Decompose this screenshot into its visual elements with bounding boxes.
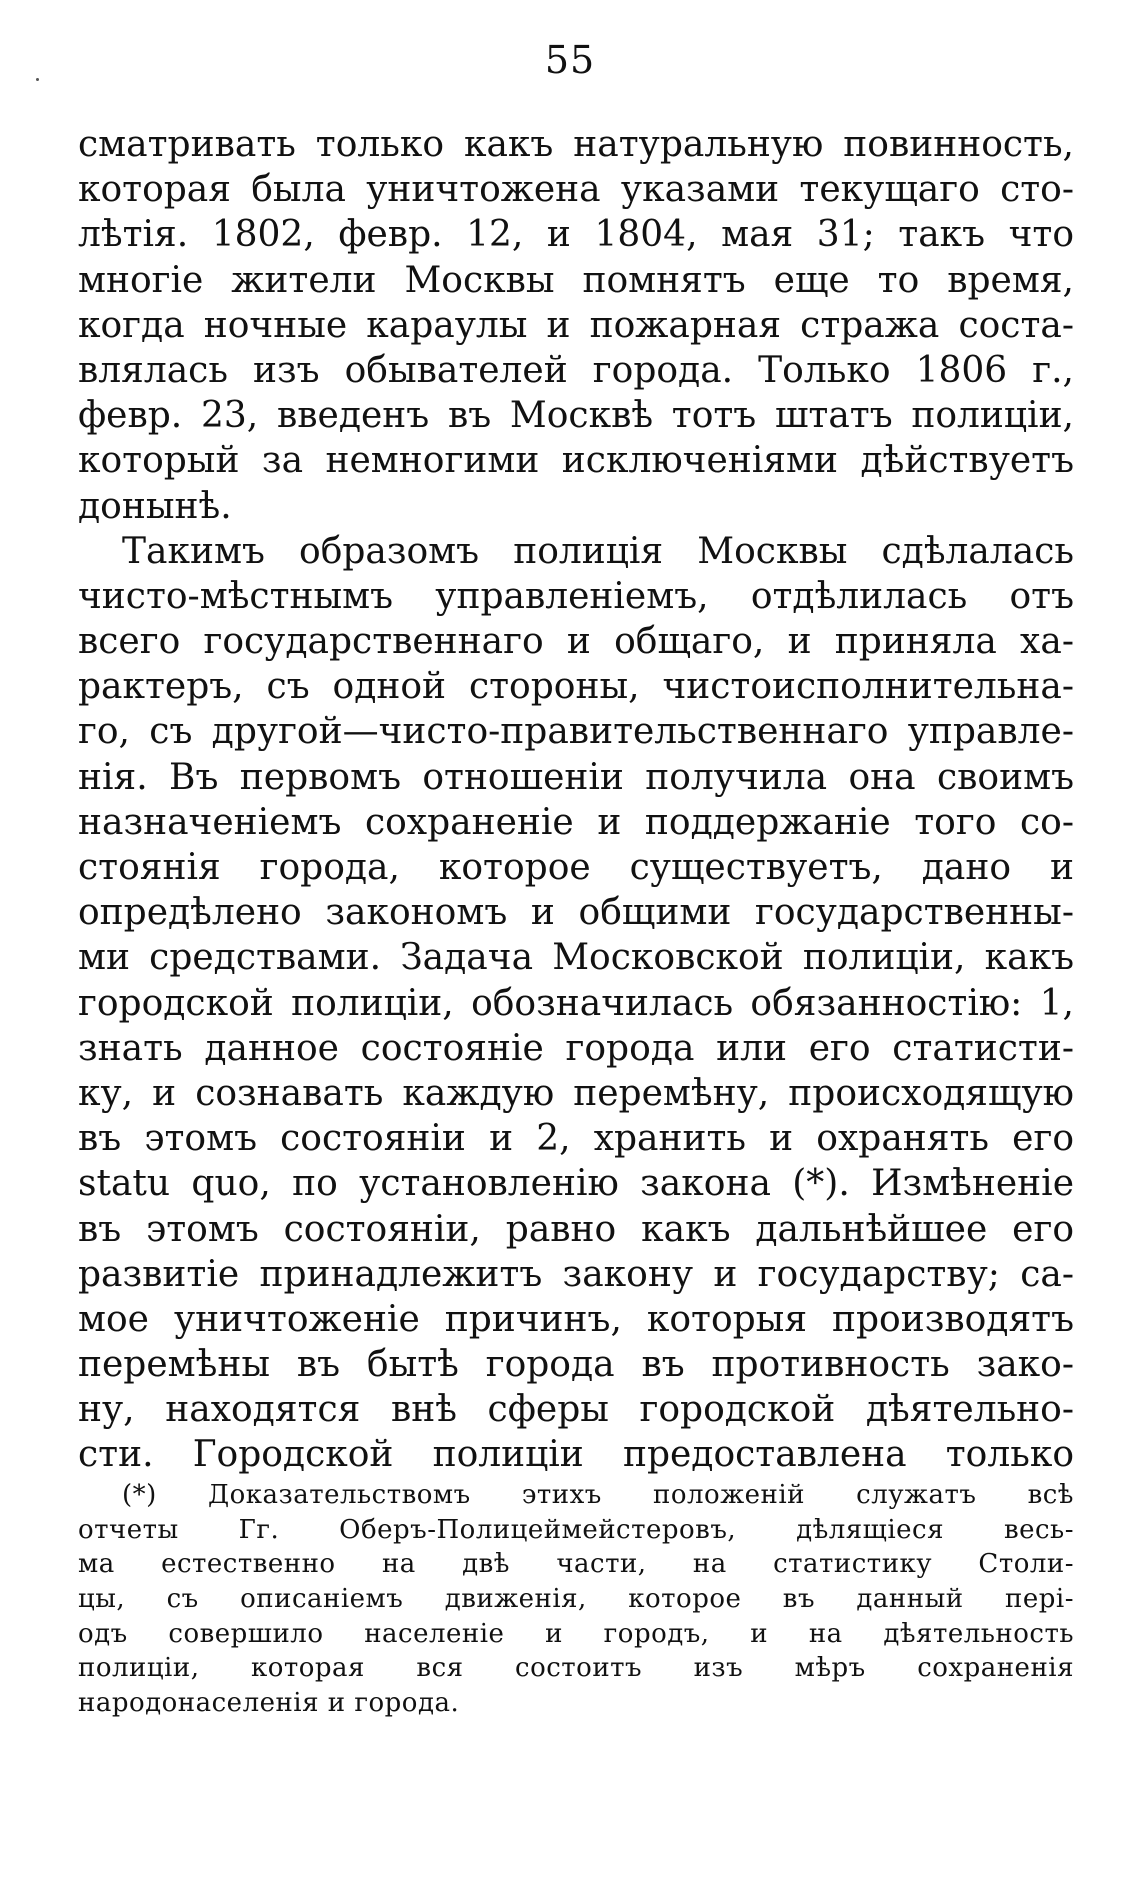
text-line: ну, находятся внѣ сферы городской дѣятельно- xyxy=(78,1389,1074,1431)
body-text xyxy=(78,122,1074,1478)
text-line: въ этомъ состояніи и 2, хранить и охранять его xyxy=(78,1118,1074,1160)
text-line: донынѣ. xyxy=(78,485,232,527)
text-line: всего государственнаго и общаго, и приняла ха- xyxy=(78,621,1074,663)
text-line: когда ночные караулы и пожарная стража соста- xyxy=(78,304,1074,346)
text-line: нія. Въ первомъ отношеніи получила она своимъ xyxy=(78,756,1074,798)
text-line: сти. Городской полиціи предоставлена только xyxy=(78,1434,1074,1476)
page-number: 55 xyxy=(544,38,596,82)
text-line: го, съ другой—чисто-правительственнаго управле- xyxy=(78,711,1074,753)
footnote xyxy=(78,1478,1074,1721)
paragraph-start-line: Такимъ образомъ полиція Москвы сдѣлалась xyxy=(122,530,1074,572)
text-line: развитіе принадлежитъ закону и государству; са- xyxy=(78,1253,1074,1295)
text-line: ку, и сознавать каждую перемѣну, происходящую xyxy=(78,1072,1074,1114)
text-line: которая была уничтожена указами текущаго сто- xyxy=(78,169,1074,211)
footnote-line: народонаселенія и города. xyxy=(78,1688,460,1719)
margin-speck xyxy=(36,78,39,81)
text-line: чисто-мѣстнымъ управленіемъ, отдѣлилась отъ xyxy=(78,575,1074,617)
text-line: который за немногими исключеніями дѣйствуетъ xyxy=(78,440,1074,482)
footnote-line: (*) Доказательствомъ этихъ положеній служатъ всѣ xyxy=(122,1480,1074,1510)
text-line: стоянія города, которое существуетъ, дано и xyxy=(78,847,1074,888)
text-line: назначеніемъ сохраненіе и поддержаніе того со- xyxy=(78,801,1074,843)
text-line: лѣтія. 1802, февр. 12, и 1804, мая 31; такъ что xyxy=(78,214,1074,256)
text-line: февр. 23, введенъ въ Москвѣ тотъ штатъ полиціи, xyxy=(78,395,1074,437)
text-line: знать данное состояніе города или его статисти- xyxy=(78,1027,1074,1069)
text-line: ми средствами. Задача Московской полиціи, какъ xyxy=(78,937,1074,979)
text-line: многіе жители Москвы помнятъ еще то время, xyxy=(78,259,1074,301)
text-line: statu quo, по установленію закона (*). Измѣненіе xyxy=(78,1163,1074,1205)
footnote-line: ма естественно на двѣ части, на статистику Столи- xyxy=(78,1549,1074,1580)
text-line: сматривать только какъ натуральную повинность, xyxy=(78,124,1074,165)
text-line: перемѣны въ бытѣ города въ противность зако- xyxy=(78,1344,1074,1386)
text-line: влялась изъ обывателей города. Только 1806 г., xyxy=(78,349,1074,391)
text-line: въ этомъ состояніи, равно какъ дальнѣйшее его xyxy=(78,1208,1074,1250)
text-line: опредѣлено закономъ и общими государственны- xyxy=(78,892,1074,934)
text-line: рактеръ, съ одной стороны, чистоисполнительна- xyxy=(78,666,1074,708)
text-line: мое уничтоженіе причинъ, которыя производятъ xyxy=(78,1298,1074,1340)
footnote-line: одъ совершило населеніе и городъ, и на дѣятельность xyxy=(78,1618,1074,1649)
footnote-line: цы, съ описаніемъ движенія, которое въ данный пері- xyxy=(78,1584,1074,1615)
footnote-line: отчеты Гг. Оберъ-Полицеймейстеровъ, дѣлящіеся весь- xyxy=(78,1514,1074,1545)
text-line: городской полиціи, обозначилась обязанностію: 1, xyxy=(78,982,1074,1024)
footnote-line: полиціи, которая вся состоитъ изъ мѣръ сохраненія xyxy=(78,1653,1074,1684)
